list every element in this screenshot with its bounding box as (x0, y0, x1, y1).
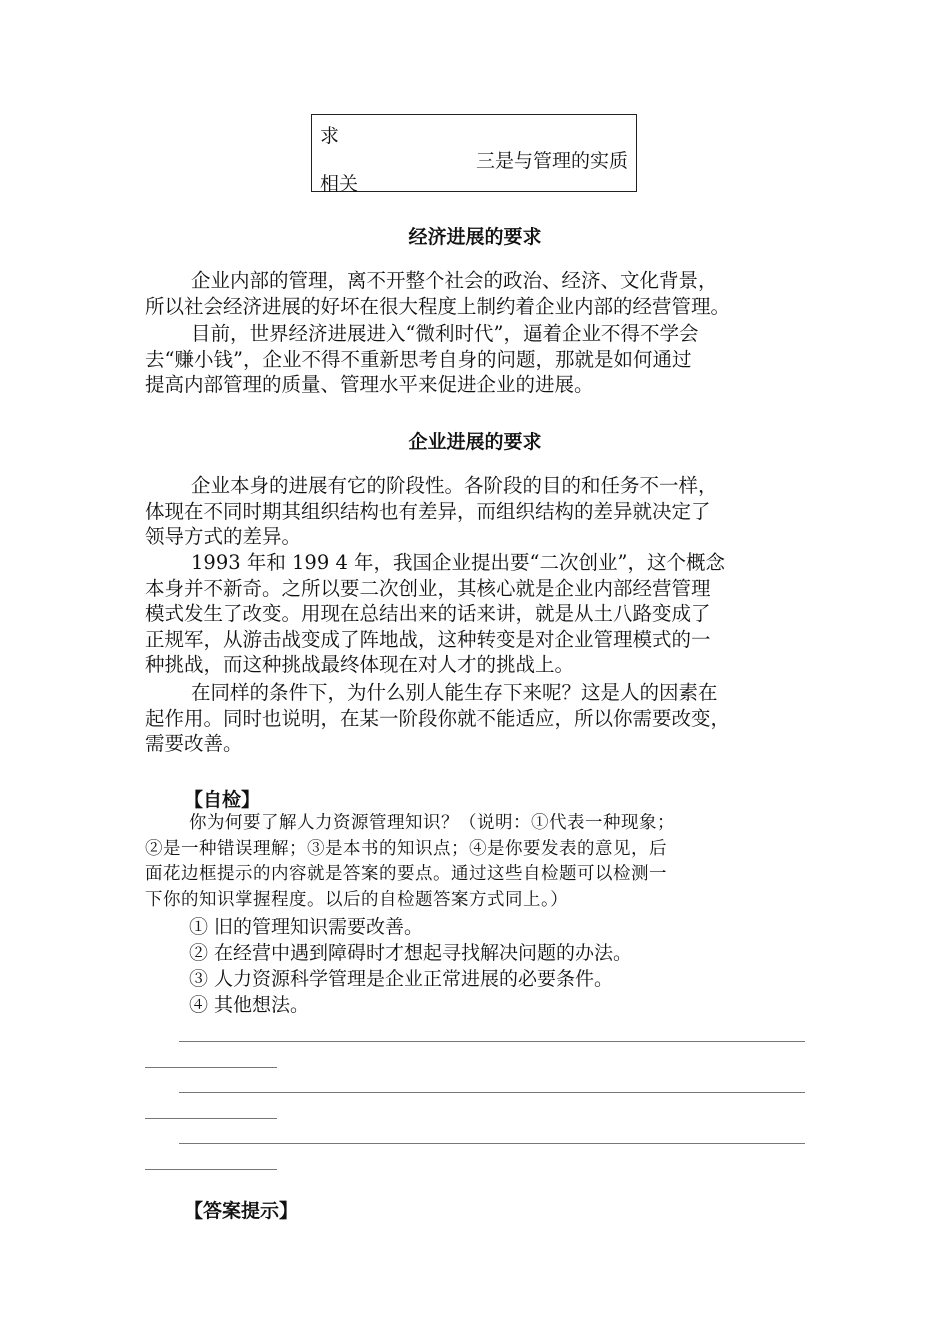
paragraph: 企业内部的管理，离不开整个社会的政治、经济、文化背景， 所以社会经济进展的好坏在很大程度上制约着企业内部的经营管理。 (145, 269, 731, 318)
section-heading-enterprise: 企业进展的要求 (408, 431, 542, 453)
answer-line[interactable] (179, 1143, 805, 1144)
paragraph: 目前，世界经济进展进入“微利时代”，逼着企业不得不学会 去“赚小钱”，企业不得不重新思考自身的问题，那就是如何通过 提高内部管理的质量、管理水平来促进企业的进展。 (145, 322, 699, 396)
answer-line[interactable] (145, 1118, 277, 1119)
self-check-label: 【自检】 (184, 789, 261, 811)
table-cell-text: 相关 (320, 173, 359, 195)
option-4: ④ 其他想法。 (189, 994, 310, 1016)
option-3: ③ 人力资源科学管理是企业正常进展的必要条件。 (189, 968, 614, 990)
option-2: ② 在经营中遇到障碍时才想起寻找解决问题的办法。 (189, 942, 633, 964)
table-cell-text: 求 (320, 125, 340, 147)
section-heading-economy: 经济进展的要求 (408, 226, 542, 248)
table-fragment (311, 114, 637, 195)
table-cell-text: 三是与管理的实质 (475, 150, 628, 172)
paragraph: 企业本身的进展有它的阶段性。各阶段的目的和任务不一样， 体现在不同时期其组织结构也有差异，而组织结构的差异就决定了 领导方式的差异。 (145, 474, 718, 548)
paragraph: 1993 年和 199 4 年，我国企业提出要“二次创业”，这个概念 本身并不新奇。之所以要二次创业，其核心就是企业内部经营管理 模式发生了改变。用现在总结出来的话来讲，就是从土八路变成了 正规军，从游击战变成了阵地战，这种转变是对企业管理模式的一 种挑战，而这种挑战最终体现在对人才的挑战上。 (145, 551, 725, 676)
option-1: ① 旧的管理知识需要改善。 (189, 916, 424, 938)
answer-line[interactable] (179, 1041, 805, 1042)
paragraph: 在同样的条件下，为什么别人能生存下来呢？这是人的因素在 起作用。同时也说明，在某一阶段你就不能适应，所以你需要改变， 需要改善。 (145, 681, 731, 755)
answer-line[interactable] (145, 1067, 277, 1068)
self-check-question: 你为何要了解人力资源管理知识？（说明：①代表一种现象； ②是一种错误理解；③是本书的知识点；④是你要发表的意见，后 面花边框提示的内容就是答案的要点。通过这些自检题可以检测一 下你的知识掌握程度。以后的自检题答案方式同上。） (145, 813, 675, 910)
answer-hint-label: 【答案提示】 (184, 1200, 299, 1222)
answer-line[interactable] (145, 1169, 277, 1170)
answer-line[interactable] (179, 1092, 805, 1093)
